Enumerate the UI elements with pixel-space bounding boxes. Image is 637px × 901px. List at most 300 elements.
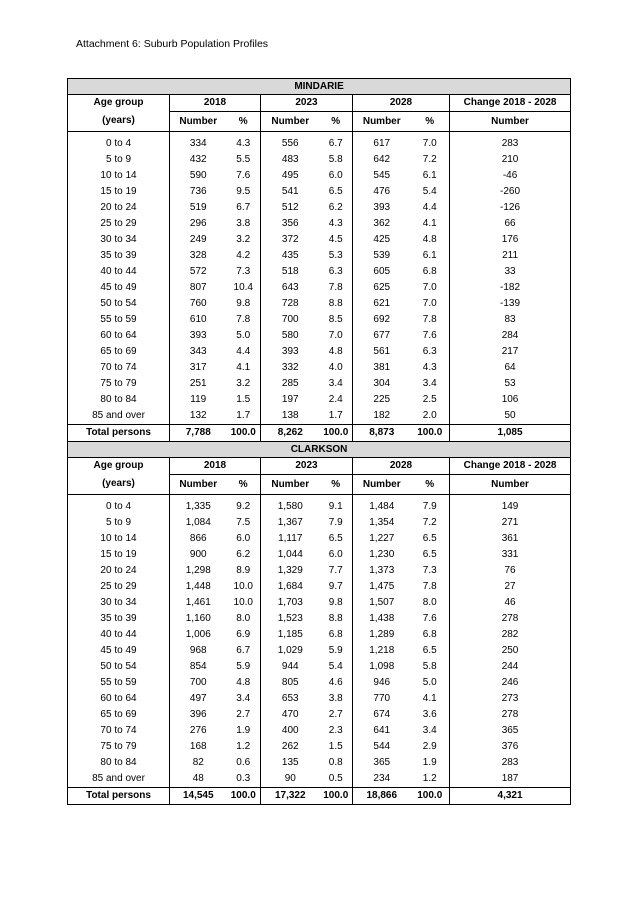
table-cell: 4.8: [328, 346, 343, 357]
table-cell: 556: [261, 136, 320, 152]
table-cell: 545: [353, 168, 411, 184]
table-cell: 187: [450, 771, 571, 788]
table-cell: 80 to 84: [100, 394, 137, 405]
table-row: [68, 691, 571, 707]
table-cell: 50 to 54: [100, 661, 137, 672]
table-cell: 4.8: [236, 677, 251, 688]
table-cell: 4.0: [328, 362, 343, 373]
table-cell: 1,117: [261, 531, 320, 547]
table-cell: 1,044: [261, 547, 320, 563]
table-cell: 5.5: [236, 154, 251, 165]
table-cell: 2.4: [328, 394, 343, 405]
table-cell: 4.5: [328, 234, 343, 245]
table-cell: 519: [170, 200, 227, 216]
table-cell: 1.7: [236, 410, 251, 421]
table-cell: 900: [170, 547, 227, 563]
table-cell: 7.6: [236, 170, 251, 181]
table-cell: 76: [450, 563, 571, 579]
table-row: [68, 152, 571, 168]
table-cell: 4.1: [422, 218, 437, 229]
total-cell: 8,873: [353, 425, 411, 442]
table-cell: 1.7: [328, 410, 343, 421]
table-cell: 75 to 79: [100, 741, 137, 752]
table-cell: 6.7: [328, 138, 343, 149]
table-cell: 393: [170, 328, 227, 344]
table-cell: 2.9: [422, 741, 437, 752]
table-cell: 343: [170, 344, 227, 360]
table-cell: -260: [450, 184, 571, 200]
percent-subheader: %: [227, 475, 261, 495]
table-cell: 393: [261, 344, 320, 360]
total-cell: 7,788: [170, 425, 227, 442]
table-cell: 15 to 19: [100, 549, 137, 560]
table-cell: 20 to 24: [100, 565, 137, 576]
table-cell: 7.6: [422, 613, 437, 624]
table-cell: 80 to 84: [100, 757, 137, 768]
table-cell: 4.1: [422, 693, 437, 704]
table-cell: 944: [261, 659, 320, 675]
table-row: [68, 248, 571, 264]
table-cell: 1.5: [236, 394, 251, 405]
table-cell: 1.9: [422, 757, 437, 768]
table-row: [68, 595, 571, 611]
table-cell: 5 to 9: [105, 154, 132, 165]
table-cell: 85 and over: [92, 773, 145, 784]
table-cell: 10 to 14: [100, 533, 137, 544]
table-cell: 7.9: [328, 517, 343, 528]
table-cell: 284: [450, 328, 571, 344]
table-row: [68, 547, 571, 563]
population-table: [67, 78, 571, 805]
table-cell: 641: [353, 723, 411, 739]
table-cell: 541: [261, 184, 320, 200]
table-cell: 1,329: [261, 563, 320, 579]
table-cell: 7.2: [422, 154, 437, 165]
table-cell: 1.2: [236, 741, 251, 752]
table-cell: 7.8: [236, 314, 251, 325]
table-cell: 3.2: [236, 234, 251, 245]
total-cell: 100.0: [227, 425, 261, 442]
table-row: [68, 643, 571, 659]
percent-subheader: %: [411, 475, 450, 495]
table-cell: 210: [450, 152, 571, 168]
table-cell: 968: [170, 643, 227, 659]
table-row: [68, 408, 571, 425]
table-cell: 15 to 19: [100, 186, 137, 197]
table-cell: -139: [450, 296, 571, 312]
total-cell: 18,866: [353, 788, 411, 805]
table-row: [68, 296, 571, 312]
table-cell: 40 to 44: [100, 629, 137, 640]
table-cell: 8.8: [328, 613, 343, 624]
table-cell: 7.9: [422, 501, 437, 512]
table-cell: 544: [353, 739, 411, 755]
table-cell: 197: [261, 392, 320, 408]
table-cell: 10.0: [233, 597, 253, 608]
percent-subheader: %: [320, 112, 353, 132]
table-cell: 7.5: [236, 517, 251, 528]
table-cell: 5 to 9: [105, 517, 132, 528]
table-cell: 6.9: [236, 629, 251, 640]
table-cell: 60 to 64: [100, 693, 137, 704]
table-row: [68, 515, 571, 531]
percent-subheader: %: [227, 112, 261, 132]
table-cell: 1,227: [353, 531, 411, 547]
table-cell: 6.0: [236, 533, 251, 544]
table-cell: 854: [170, 659, 227, 675]
table-cell: 0 to 4: [105, 138, 132, 149]
table-row: [68, 360, 571, 376]
table-cell: 182: [353, 408, 411, 425]
table-cell: 5.8: [422, 661, 437, 672]
table-cell: 328: [170, 248, 227, 264]
table-cell: 30 to 34: [100, 234, 137, 245]
table-row: [68, 264, 571, 280]
table-cell: 4.4: [236, 346, 251, 357]
table-cell: 1,160: [170, 611, 227, 627]
table-cell: 518: [261, 264, 320, 280]
suburb-title-row: [68, 79, 571, 95]
table-cell: 6.0: [328, 170, 343, 181]
table-cell: 271: [450, 515, 571, 531]
table-cell: 106: [450, 392, 571, 408]
table-cell: -126: [450, 200, 571, 216]
table-cell: 372: [261, 232, 320, 248]
table-cell: 1,580: [261, 499, 320, 515]
table-cell: 1,298: [170, 563, 227, 579]
table-cell: 7.0: [422, 298, 437, 309]
table-cell: 132: [170, 408, 227, 425]
table-cell: 572: [170, 264, 227, 280]
table-row: [68, 232, 571, 248]
table-cell: 90: [261, 771, 320, 788]
table-cell: 2.5: [422, 394, 437, 405]
total-row: [68, 425, 571, 442]
suburb-name: MINDARIE: [68, 79, 571, 95]
table-row: [68, 312, 571, 328]
table-cell: 643: [261, 280, 320, 296]
table-cell: 7.0: [328, 330, 343, 341]
table-cell: 65 to 69: [100, 346, 137, 357]
table-cell: 5.3: [328, 250, 343, 261]
table-cell: 278: [450, 707, 571, 723]
table-cell: 6.5: [328, 533, 343, 544]
table-row: [68, 707, 571, 723]
table-cell: 70 to 74: [100, 725, 137, 736]
table-cell: 0 to 4: [105, 501, 132, 512]
table-cell: 0.3: [236, 773, 251, 784]
table-cell: 5.9: [236, 661, 251, 672]
table-cell: 1,230: [353, 547, 411, 563]
table-cell: -182: [450, 280, 571, 296]
table-cell: 362: [353, 216, 411, 232]
table-cell: 6.1: [422, 170, 437, 181]
table-cell: 6.8: [328, 629, 343, 640]
table-cell: 149: [450, 499, 571, 515]
table-row: [68, 216, 571, 232]
table-cell: 1,523: [261, 611, 320, 627]
table-cell: 283: [450, 755, 571, 771]
table-cell: 82: [170, 755, 227, 771]
table-cell: 4.3: [328, 218, 343, 229]
table-cell: 168: [170, 739, 227, 755]
table-cell: 246: [450, 675, 571, 691]
table-row: [68, 280, 571, 296]
table-cell: 4.2: [236, 250, 251, 261]
table-row: [68, 344, 571, 360]
table-cell: 33: [450, 264, 571, 280]
total-cell: 100.0: [320, 425, 353, 442]
table-cell: 296: [170, 216, 227, 232]
table-cell: 119: [170, 392, 227, 408]
total-cell: Total persons: [68, 425, 170, 442]
header-row-years: [68, 95, 571, 112]
number-subheader: Number: [170, 112, 227, 132]
table-cell: 6.8: [422, 629, 437, 640]
table-cell: 273: [450, 691, 571, 707]
table-row: [68, 739, 571, 755]
table-cell: 4.3: [422, 362, 437, 373]
table-cell: 6.8: [422, 266, 437, 277]
age-group-header: Age group: [93, 97, 144, 109]
table-cell: 5.4: [328, 661, 343, 672]
table-cell: 55 to 59: [100, 677, 137, 688]
table-cell: 7.8: [328, 282, 343, 293]
table-cell: 55 to 59: [100, 314, 137, 325]
table-cell: 251: [170, 376, 227, 392]
table-cell: 50 to 54: [100, 298, 137, 309]
table-cell: 365: [450, 723, 571, 739]
table-cell: 2.7: [236, 709, 251, 720]
table-cell: 590: [170, 168, 227, 184]
table-cell: 135: [261, 755, 320, 771]
table-cell: 700: [261, 312, 320, 328]
table-cell: 365: [353, 755, 411, 771]
table-cell: 85 and over: [92, 410, 145, 421]
year-2018-header: 2018: [170, 95, 261, 112]
table-row: [68, 136, 571, 152]
number-subheader: Number: [353, 475, 411, 495]
table-cell: 425: [353, 232, 411, 248]
table-cell: 866: [170, 531, 227, 547]
number-subheader: Number: [261, 475, 320, 495]
table-cell: 66: [450, 216, 571, 232]
table-cell: 4.8: [422, 234, 437, 245]
table-cell: 8.0: [422, 597, 437, 608]
table-cell: 283: [450, 136, 571, 152]
table-cell: 3.2: [236, 378, 251, 389]
table-cell: 48: [170, 771, 227, 788]
table-cell: 561: [353, 344, 411, 360]
table-cell: 30 to 34: [100, 597, 137, 608]
percent-subheader: %: [320, 475, 353, 495]
table-cell: 4.1: [236, 362, 251, 373]
years-subheader: (years): [68, 112, 170, 132]
table-cell: 476: [353, 184, 411, 200]
table-cell: 1.2: [422, 773, 437, 784]
table-cell: 1,029: [261, 643, 320, 659]
table-cell: 1,098: [353, 659, 411, 675]
table-cell: 1,367: [261, 515, 320, 531]
table-cell: 6.2: [328, 202, 343, 213]
table-cell: 25 to 29: [100, 581, 137, 592]
table-cell: 250: [450, 643, 571, 659]
table-cell: 45 to 49: [100, 645, 137, 656]
year-2023-header: 2023: [261, 458, 353, 475]
table-cell: 7.8: [422, 581, 437, 592]
percent-subheader: %: [411, 112, 450, 132]
total-cell: 100.0: [411, 425, 450, 442]
table-row: [68, 499, 571, 515]
table-cell: 432: [170, 152, 227, 168]
table-cell: 4.4: [422, 202, 437, 213]
table-cell: 3.6: [422, 709, 437, 720]
table-cell: 1,218: [353, 643, 411, 659]
table-cell: 249: [170, 232, 227, 248]
table-cell: 7.2: [422, 517, 437, 528]
table-row: [68, 755, 571, 771]
total-cell: 8,262: [261, 425, 320, 442]
table-cell: 2.7: [328, 709, 343, 720]
table-row: [68, 531, 571, 547]
table-cell: 7.6: [422, 330, 437, 341]
table-row: [68, 392, 571, 408]
table-cell: 1,475: [353, 579, 411, 595]
table-cell: 8.5: [328, 314, 343, 325]
table-cell: 605: [353, 264, 411, 280]
total-cell: 100.0: [227, 788, 261, 805]
table-row: [68, 563, 571, 579]
table-cell: 1,185: [261, 627, 320, 643]
table-cell: 356: [261, 216, 320, 232]
table-cell: 674: [353, 707, 411, 723]
table-cell: 35 to 39: [100, 613, 137, 624]
table-cell: 9.7: [328, 581, 343, 592]
table-row: [68, 168, 571, 184]
table-cell: 40 to 44: [100, 266, 137, 277]
table-cell: 1,461: [170, 595, 227, 611]
table-cell: 27: [450, 579, 571, 595]
table-cell: 2.0: [422, 410, 437, 421]
table-cell: 760: [170, 296, 227, 312]
table-cell: 9.5: [236, 186, 251, 197]
table-cell: 234: [353, 771, 411, 788]
table-row: [68, 771, 571, 788]
table-cell: 60 to 64: [100, 330, 137, 341]
table-row: [68, 200, 571, 216]
change-header: Change 2018 - 2028: [450, 458, 571, 475]
table-cell: 282: [450, 627, 571, 643]
table-cell: 610: [170, 312, 227, 328]
table-cell: 217: [450, 344, 571, 360]
table-cell: 3.8: [236, 218, 251, 229]
table-cell: 3.8: [328, 693, 343, 704]
table-cell: 1,289: [353, 627, 411, 643]
table-cell: 285: [261, 376, 320, 392]
table-cell: 677: [353, 328, 411, 344]
table-cell: 6.1: [422, 250, 437, 261]
table-cell: 7.3: [236, 266, 251, 277]
table-cell: 1,484: [353, 499, 411, 515]
table-cell: 6.5: [422, 645, 437, 656]
table-cell: 1,507: [353, 595, 411, 611]
table-cell: 1.9: [236, 725, 251, 736]
table-cell: 1.5: [328, 741, 343, 752]
table-cell: 1,354: [353, 515, 411, 531]
table-cell: 25 to 29: [100, 218, 137, 229]
table-cell: 50: [450, 408, 571, 425]
table-cell: 580: [261, 328, 320, 344]
table-cell: 176: [450, 232, 571, 248]
table-cell: 512: [261, 200, 320, 216]
table-cell: 332: [261, 360, 320, 376]
table-cell: 9.2: [236, 501, 251, 512]
year-2028-header: 2028: [353, 95, 450, 112]
table-row: [68, 627, 571, 643]
total-cell: 14,545: [170, 788, 227, 805]
table-cell: 807: [170, 280, 227, 296]
header-row-units: [68, 112, 571, 132]
table-cell: 6.0: [328, 549, 343, 560]
table-cell: 3.4: [422, 378, 437, 389]
table-cell: 625: [353, 280, 411, 296]
table-cell: 6.2: [236, 549, 251, 560]
table-row: [68, 675, 571, 691]
table-cell: 3.4: [328, 378, 343, 389]
table-row: [68, 376, 571, 392]
table-cell: 8.8: [328, 298, 343, 309]
table-cell: 805: [261, 675, 320, 691]
table-cell: 304: [353, 376, 411, 392]
total-cell: 17,322: [261, 788, 320, 805]
table-cell: 6.5: [422, 533, 437, 544]
table-cell: 621: [353, 296, 411, 312]
table-cell: 9.8: [328, 597, 343, 608]
number-subheader: Number: [353, 112, 411, 132]
year-2028-header: 2028: [353, 458, 450, 475]
change-number-subheader: Number: [450, 475, 571, 495]
table-cell: 361: [450, 531, 571, 547]
table-cell: 7.8: [422, 314, 437, 325]
table-cell: 6.5: [422, 549, 437, 560]
table-cell: 10 to 14: [100, 170, 137, 181]
table-cell: 483: [261, 152, 320, 168]
table-cell: 0.6: [236, 757, 251, 768]
table-cell: 276: [170, 723, 227, 739]
table-cell: 9.1: [328, 501, 343, 512]
table-cell: 539: [353, 248, 411, 264]
suburb-name: CLARKSON: [68, 442, 571, 458]
table-cell: 1,084: [170, 515, 227, 531]
table-row: [68, 723, 571, 739]
table-cell: 6.3: [328, 266, 343, 277]
table-cell: 8.0: [236, 613, 251, 624]
table-cell: 700: [170, 675, 227, 691]
table-cell: 1,438: [353, 611, 411, 627]
table-cell: 0.5: [328, 773, 343, 784]
table-cell: 83: [450, 312, 571, 328]
table-cell: 376: [450, 739, 571, 755]
table-cell: 20 to 24: [100, 202, 137, 213]
table-cell: 1,684: [261, 579, 320, 595]
age-group-header: Age group: [93, 460, 144, 472]
table-cell: 692: [353, 312, 411, 328]
table-row: [68, 659, 571, 675]
table-cell: 5.0: [236, 330, 251, 341]
table-cell: 770: [353, 691, 411, 707]
table-cell: 497: [170, 691, 227, 707]
table-cell: 65 to 69: [100, 709, 137, 720]
